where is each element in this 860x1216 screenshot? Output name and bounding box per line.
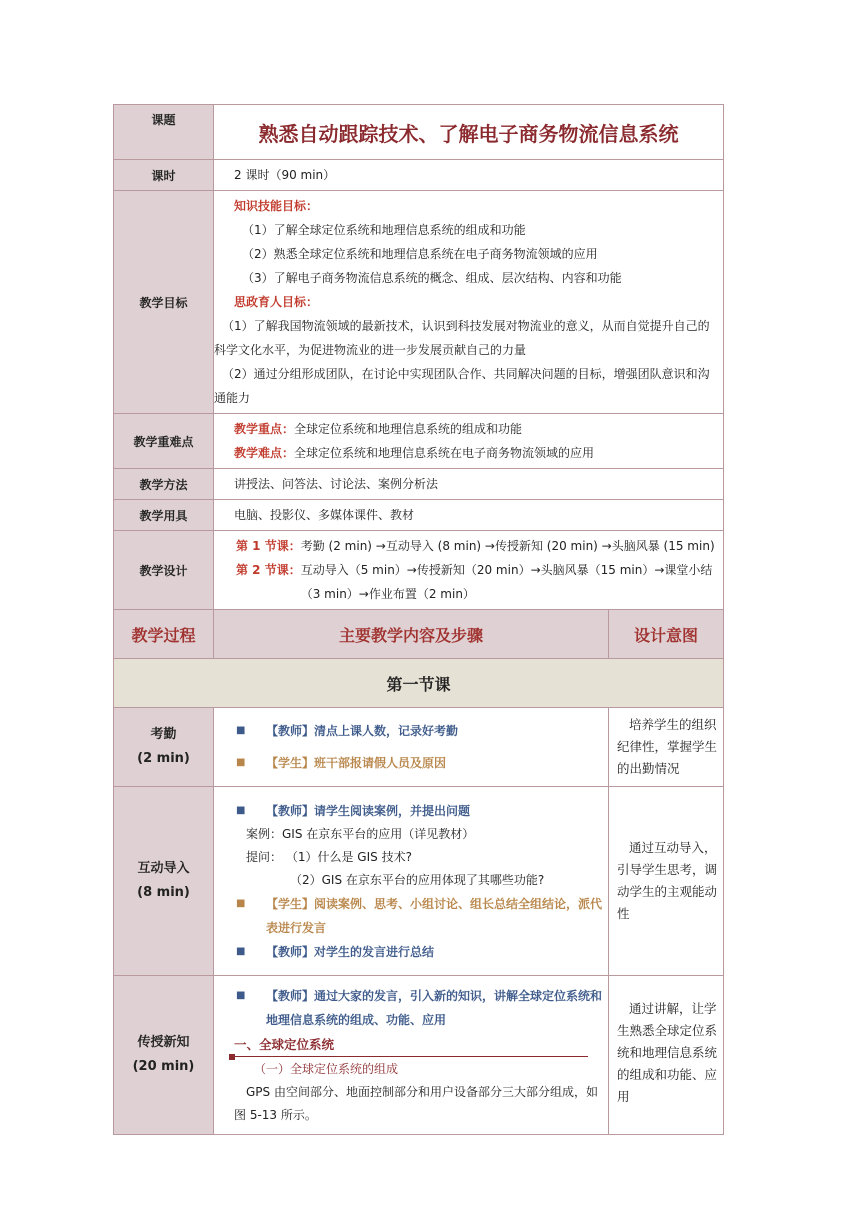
bullet-icon: ■ (236, 804, 246, 816)
knowledge-item: （3）了解电子商务物流信息系统的概念、组成、层次结构、内容和功能 (242, 271, 622, 285)
ideology-item: （1）了解我国物流领域的最新技术，认识到科技发展对物流业的意义，从而自觉提升自己的科学文化水平，为促进物流业的进一步发展贡献自己的力量 (214, 319, 710, 357)
key-point: 全球定位系统和地理信息系统的组成和功能 (294, 422, 523, 436)
question-2: （2）GIS 在京东平台的应用体现了其哪些功能? (290, 872, 545, 887)
teacher-step: 【教师】请学生阅读案例，并提出问题 (266, 803, 471, 818)
lesson1-flow: 考勤 (2 min) →互动导入 (8 min) →传授新知 (20 min) →头脑风暴 (15 min) (300, 539, 715, 553)
student-step: 【学生】阅读案例、思考、小组讨论、组长总结全组结论，派代表进行发言 (266, 896, 603, 935)
topic-title: 熟悉自动跟踪技术、了解电子商务物流信息系统 (214, 105, 724, 160)
bullet-icon: ■ (236, 897, 246, 909)
bullet-icon: ■ (236, 757, 246, 768)
table-row (114, 976, 724, 1135)
student-step: 【学生】班干部报请假人员及原因 (266, 756, 447, 770)
design-intent: 通过互动导入，引导学生思考，调动学生的主观能动性 (617, 840, 718, 921)
table-row (114, 708, 724, 787)
teacher-step: 【教师】清点上课人数，记录好考勤 (266, 724, 459, 738)
section-heading: 一、全球定位系统 (234, 1036, 335, 1052)
subsection-heading: （一）全球定位系统的组成 (254, 1061, 399, 1076)
hours-value: 2 课时（90 min） (214, 160, 724, 191)
design-intent: 培养学生的组织纪律性，掌握学生的出勤情况 (617, 717, 718, 776)
design-label: 教学设计 (114, 531, 214, 610)
teacher-step: 【教师】对学生的发言进行总结 (266, 944, 435, 959)
knowledge-goal-heading: 知识技能目标： (234, 199, 319, 213)
lesson2-heading: 第 2 节课： (236, 563, 301, 577)
phase-name: 传授新知 (137, 1035, 190, 1050)
tools-label: 教学用具 (114, 500, 214, 531)
method-label: 教学方法 (114, 469, 214, 500)
phase-time: (8 min) (137, 885, 190, 900)
process-col-header: 教学过程 (114, 610, 214, 659)
goals-label: 教学目标 (114, 191, 214, 414)
section-title: 第一节课 (114, 659, 724, 708)
content-col-header: 主要教学内容及步骤 (214, 610, 609, 659)
key-difficulty-label: 教学重难点 (114, 414, 214, 469)
lesson1-heading: 第 1 节课： (236, 539, 301, 553)
lesson-plan-table (113, 104, 724, 1135)
difficulty: 全球定位系统和地理信息系统在电子商务物流领域的应用 (294, 446, 595, 460)
topic-label: 课题 (114, 105, 214, 160)
ideology-goal-heading: 思政育人目标： (234, 295, 319, 309)
phase-name: 考勤 (150, 727, 177, 742)
knowledge-item: （1）了解全球定位系统和地理信息系统的组成和功能 (242, 223, 526, 237)
design-intent: 通过讲解，让学生熟悉全球定位系统和地理信息系统的组成和功能、应用 (617, 1001, 718, 1104)
method-value: 讲授法、问答法、讨论法、案例分析法 (214, 469, 724, 500)
difficulty-heading: 教学难点： (234, 446, 295, 460)
phase-name: 互动导入 (137, 861, 190, 876)
hours-label: 课时 (114, 160, 214, 191)
question-label: 提问： (246, 849, 283, 864)
knowledge-item: （2）熟悉全球定位系统和地理信息系统在电子商务物流领域的应用 (242, 247, 598, 261)
lesson2-flow: 互动导入（5 min）→传授新知（20 min）→头脑风暴（15 min）→课堂小结（3 min）→作业布置（2 min） (300, 563, 713, 601)
tools-value: 电脑、投影仪、多媒体课件、教材 (214, 500, 724, 531)
phase-time: (2 min) (137, 751, 190, 766)
case-text: 案例：GIS 在京东平台的应用（详见教材） (246, 826, 475, 841)
ideology-item: （2）通过分组形成团队，在讨论中实现团队合作、共同解决问题的目标，增强团队意识和沟通能力 (214, 367, 710, 405)
heading-marker-icon (229, 1054, 235, 1060)
paragraph: GPS 由空间部分、地面控制部分和用户设备部分三大部分组成，如图 5-13 所示。 (234, 1084, 598, 1122)
bullet-icon: ■ (236, 989, 246, 1001)
bullet-icon: ■ (236, 725, 246, 736)
table-row (114, 787, 724, 976)
teacher-step: 【教师】通过大家的发言，引入新的知识，讲解全球定位系统和地理信息系统的组成、功能、应用 (266, 988, 603, 1027)
intent-col-header: 设计意图 (609, 610, 724, 659)
question-1: （1）什么是 GIS 技术? (285, 849, 412, 864)
key-point-heading: 教学重点： (234, 422, 295, 436)
bullet-icon: ■ (236, 945, 246, 957)
phase-time: (20 min) (132, 1059, 195, 1074)
